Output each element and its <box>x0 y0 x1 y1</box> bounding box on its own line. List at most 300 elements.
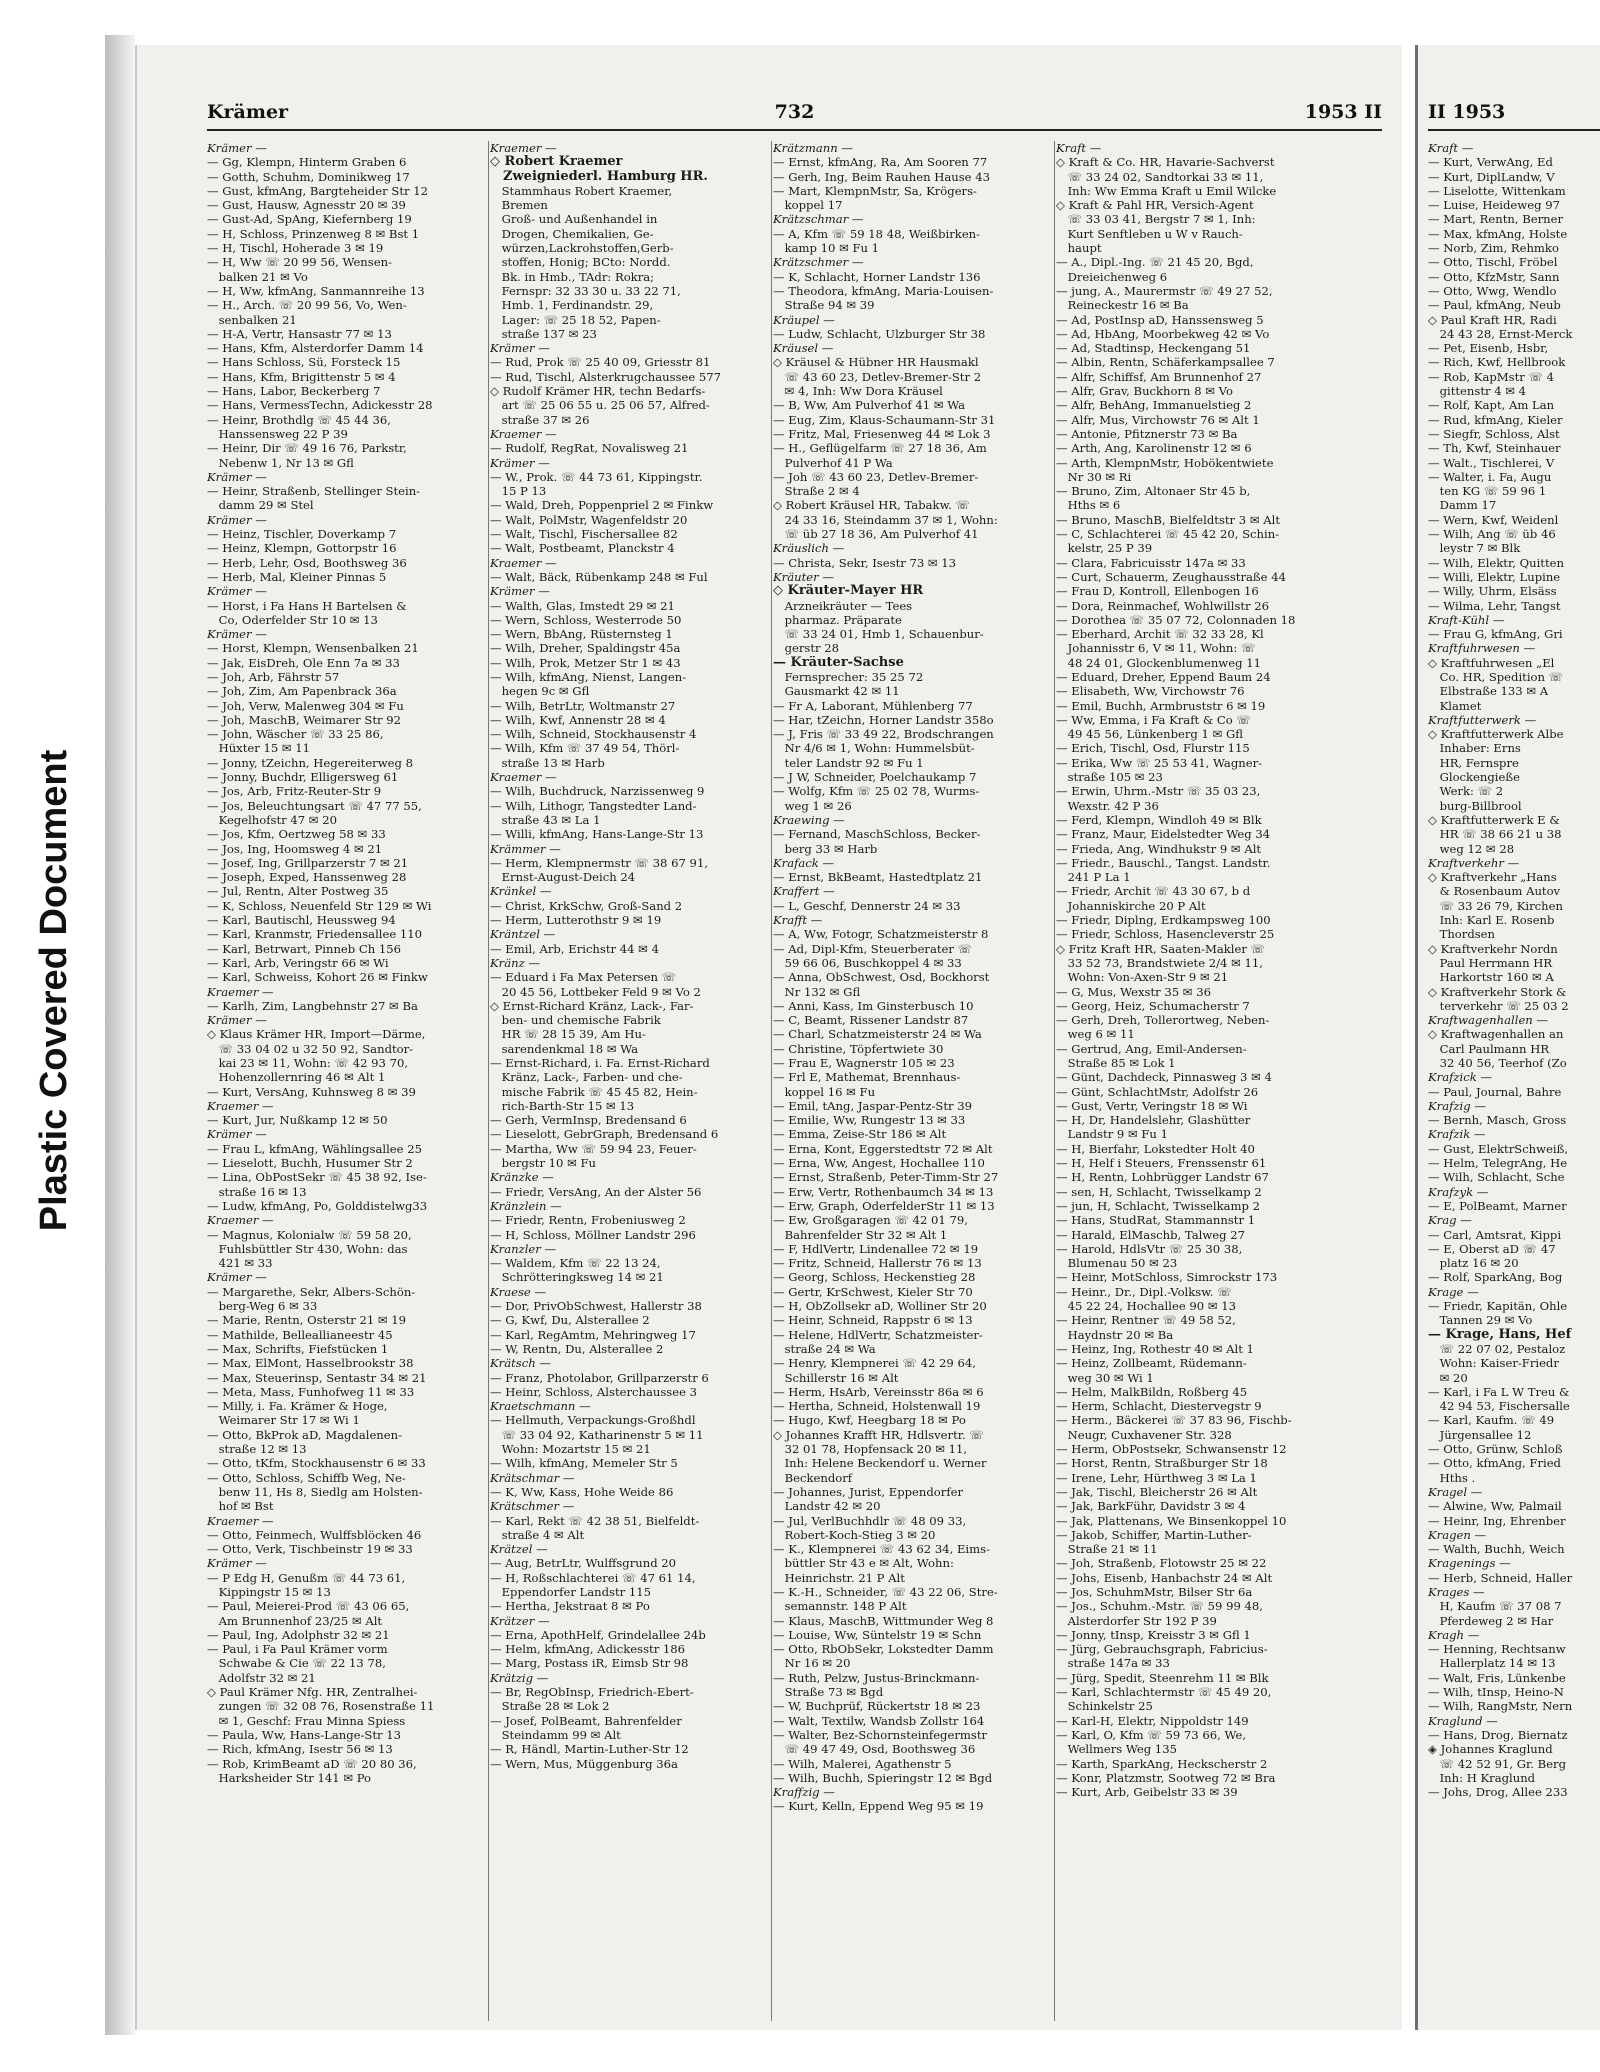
directory-entry-line: — Günt, Dachdeck, Pinnasweg 3 ✉ 4 <box>1056 1070 1272 1085</box>
directory-entry-line: ☏ 22 07 02, Pestaloz <box>1428 1341 1566 1356</box>
directory-entry-line: — Rud, Tischl, Alsterkrugchaussee 577 <box>490 369 722 384</box>
directory-entry-line: kelstr, 25 P 39 <box>1056 541 1153 556</box>
directory-entry-line: Hanssensweg 22 P 39 <box>207 426 348 441</box>
directory-entry-line: 59 66 06, Buschkoppel 4 ✉ 33 <box>773 955 962 970</box>
directory-entry-line: — Ad, HbAng, Moorbekweg 42 ✉ Vo <box>1056 326 1270 341</box>
directory-entry-line: Weimarer Str 17 ✉ Wi 1 <box>207 1413 360 1428</box>
directory-entry-line: Krafzik — <box>1428 1127 1486 1142</box>
column-divider <box>1054 141 1055 2021</box>
directory-entry-line: ✉ 20 <box>1428 1370 1468 1385</box>
directory-entry-line: Beckendorf <box>773 1470 853 1485</box>
directory-entry-line: Stammhaus Robert Kraemer, <box>490 183 673 198</box>
directory-entry-line: Krämer — <box>490 455 550 470</box>
directory-entry-line: ◇ Kraftfuhrwesen „El <box>1428 655 1555 670</box>
directory-entry-line: — Ww, Emma, i Fa Kraft & Co ☏ <box>1056 712 1251 727</box>
directory-entry-line: — Heinr, Ing, Ehrenber <box>1428 1513 1566 1528</box>
directory-entry-line: — Frau G, kfmAng, Gri <box>1428 627 1563 642</box>
directory-entry-line: Krämer — <box>207 469 267 484</box>
directory-entry-line: 32 40 56, Teerhof (Zo <box>1428 1056 1567 1070</box>
directory-entry-line: straße 16 ✉ 13 <box>207 1184 307 1199</box>
directory-entry-line: — Rolf, SparkAng, Bog <box>1428 1270 1563 1285</box>
directory-entry-line: Krämer — <box>207 141 267 155</box>
directory-entry-line: — H, Schloss, Möllner Landstr 296 <box>490 1227 696 1242</box>
directory-entry-line: Schinkelstr 25 <box>1056 1699 1153 1714</box>
directory-entry-line: Kraemer — <box>490 555 557 570</box>
directory-entry-line: — Frau D, Kontroll, Ellenbogen 16 <box>1056 584 1259 599</box>
directory-entry-line: — Hellmuth, Verpackungs-Großhdl <box>490 1413 696 1428</box>
directory-entry-line: ◇ Paul Kraft HR, Radi <box>1428 312 1557 327</box>
directory-entry-line: Krätzig — <box>490 1670 549 1685</box>
directory-entry-line: — Mathilde, Belleallianeestr 45 <box>207 1327 393 1342</box>
directory-entry-line: — K, Ww, Kass, Hohe Weide 86 <box>490 1484 674 1499</box>
directory-entry-line: ◇ Ernst-Richard Kränz, Lack-, Far- <box>490 998 694 1013</box>
directory-entry-line: — Erwin, Uhrm.-Mstr ☏ 35 03 23, <box>1056 784 1261 799</box>
directory-entry-line: — E, Oberst aD ☏ 47 <box>1428 1241 1556 1256</box>
directory-entry-line: Kraglund — <box>1428 1713 1498 1728</box>
directory-entry-line: — Walt, Tischl, Fischersallee 82 <box>490 527 678 542</box>
directory-entry-line: — John, Wäscher ☏ 33 25 86, <box>207 727 384 742</box>
directory-entry-line: — Franz, Maur, Eidelstedter Weg 34 <box>1056 827 1271 842</box>
directory-entry-line: straße 12 ✉ 13 <box>207 1442 307 1457</box>
directory-entry-line: — Max, ElMont, Hasselbrookstr 38 <box>207 1356 414 1371</box>
directory-entry-line: — Hans, Drog, Biernatz <box>1428 1727 1568 1742</box>
directory-entry-line: — Paul, Meierei-Prod ☏ 43 06 65, <box>207 1599 410 1614</box>
directory-page <box>135 45 1402 2030</box>
directory-entry-line: — R, Händl, Martin-Luther-Str 12 <box>490 1742 689 1757</box>
directory-entry-line: Kräusel — <box>773 341 834 356</box>
directory-entry-line: — Emilie, Ww, Rungestr 13 ✉ 33 <box>773 1113 966 1128</box>
directory-entry-line: straße 43 ✉ La 1 <box>490 812 601 827</box>
directory-entry-line: Kragenings — <box>1428 1556 1511 1571</box>
directory-entry-line: — Joh, Straßenb, Flotowstr 25 ✉ 22 <box>1056 1556 1267 1571</box>
directory-entry-line: Adolfstr 32 ✉ 21 <box>207 1670 316 1685</box>
directory-entry-line: — H-A, Vertr, Hansastr 77 ✉ 13 <box>207 326 392 341</box>
directory-entry-line: — Jonny, tInsp, Kreisstr 3 ✉ Gfl 1 <box>1056 1627 1251 1642</box>
directory-entry-line: — A, Ww, Fotogr, Schatzmeisterstr 8 <box>773 927 989 942</box>
directory-entry-line: — Magnus, Kolonialw ☏ 59 58 20, <box>207 1227 412 1242</box>
directory-entry-line: — Max, kfmAng, Holste <box>1428 226 1568 241</box>
directory-entry-line: — K, Schloss, Neuenfeld Str 129 ✉ Wi <box>207 898 432 913</box>
directory-entry-line: Kraemer — <box>490 426 557 441</box>
directory-entry-line: Blumenau 50 ✉ 23 <box>1056 1256 1178 1271</box>
directory-entry-line: Hmb. 1, Ferdinandstr. 29, <box>490 298 654 313</box>
directory-entry-line: — Erika, Ww ☏ 25 53 41, Wagner- <box>1056 755 1263 770</box>
directory-entry-line: — Wilh, Kwf, Annenstr 28 ✉ 4 <box>490 712 666 727</box>
directory-entry-line: Krage — <box>1428 1284 1479 1299</box>
directory-entry-line: Jürgensallee 12 <box>1428 1427 1532 1442</box>
directory-entry-line: — Herm, ObPostsekr, Schwansenstr 12 <box>1056 1442 1287 1457</box>
directory-entry-line: damm 29 ✉ Stel <box>207 498 314 513</box>
directory-entry-line: ✉ 1, Geschf: Frau Minna Spiess <box>207 1713 406 1728</box>
directory-entry-line: — Wilh, Kfm ☏ 37 49 54, Thörl- <box>490 741 680 756</box>
directory-entry-line: Straße 2 ✉ 4 <box>773 484 860 499</box>
directory-entry-line: — A., Dipl.-Ing. ☏ 21 45 20, Bgd, <box>1056 255 1254 270</box>
directory-entry-line: ten KG ☏ 59 96 1 <box>1428 484 1547 499</box>
directory-entry-line: straße 24 ✉ Wa <box>773 1341 876 1356</box>
directory-entry-line: — Krage, Hans, Hef <box>1428 1327 1572 1342</box>
directory-entry-line: — Frl E, Mathemat, Brennhaus- <box>773 1070 961 1085</box>
directory-entry-line: — Walt., Tischlerei, V <box>1428 455 1555 470</box>
directory-entry-line: ◇ Kraftfutterwerk E & <box>1428 812 1560 827</box>
directory-entry-line: — Otto, KfzMstr, Sann <box>1428 269 1560 284</box>
directory-entry-line: — Milly, i. Fa. Krämer & Hoge, <box>207 1399 388 1414</box>
directory-entry-line: — Hugo, Kwf, Heegbarg 18 ✉ Po <box>773 1413 966 1428</box>
directory-entry-line: 32 01 78, Hopfensack 20 ✉ 11, <box>773 1442 968 1457</box>
directory-entry-line: — Otto, Grünw, Schloß <box>1428 1442 1563 1457</box>
directory-entry-line: Harkortstr 160 ✉ A <box>1428 970 1554 985</box>
directory-entry-line: — Heinr., Dr., Dipl.-Volksw. ☏ <box>1056 1284 1232 1299</box>
directory-entry-line: — Dorothea ☏ 35 07 72, Colonnaden 18 <box>1056 612 1296 627</box>
directory-entry-line: — Günt, SchlachtMstr, Adolfstr 26 <box>1056 1084 1259 1099</box>
directory-entry-line: Steindamm 99 ✉ Alt <box>490 1727 621 1742</box>
directory-entry-line: — Ludw, kfmAng, Po, Golddistelwg33 <box>207 1198 428 1213</box>
directory-entry-line: — Alwine, Ww, Palmail <box>1428 1499 1562 1514</box>
directory-entry-line: — Pet, Eisenb, Hsbr, <box>1428 341 1549 356</box>
directory-entry-line: Krätschmer — <box>490 1499 575 1514</box>
directory-entry-line: Kraemer — <box>207 1098 274 1113</box>
directory-entry-line: — C, Beamt, Rissener Landstr 87 <box>773 1013 969 1028</box>
directory-entry-line: — Georg, Heiz, Schumacherstr 7 <box>1056 998 1250 1013</box>
directory-entry-line: — Karl, i Fa L W Treu & <box>1428 1384 1570 1399</box>
directory-entry-line: — Klaus, MaschB, Wittmunder Weg 8 <box>773 1613 994 1628</box>
directory-entry-line: — Ludw, Schlacht, Ulzburger Str 38 <box>773 326 986 341</box>
directory-entry-line: Zweigniederl. Hamburg HR. <box>490 169 708 184</box>
directory-entry-line: — H, Tischl, Hoherade 3 ✉ 19 <box>207 241 384 256</box>
directory-entry-line: — Luise, Heideweg 97 <box>1428 198 1560 213</box>
directory-entry-line: — Elisabeth, Ww, Virchowstr 76 <box>1056 684 1245 699</box>
directory-entry-line: — Wilh, kfmAng, Memeler Str 5 <box>490 1456 678 1471</box>
directory-entry-line: Nebenw 1, Nr 13 ✉ Gfl <box>207 455 354 470</box>
directory-entry-line: — Frieda, Ang, Windhukstr 9 ✉ Alt <box>1056 841 1262 856</box>
directory-entry-line: benw 11, Hs 8, Siedlg am Holsten- <box>207 1484 423 1499</box>
directory-entry-line: — Willi, kfmAng, Hans-Lange-Str 13 <box>490 827 704 842</box>
directory-entry-line: — Friedr, VersAng, An der Alster 56 <box>490 1184 702 1199</box>
directory-entry-line: gittenstr 4 ✉ 4 <box>1428 384 1527 399</box>
directory-entry-line: — Paul, Ing, Adolphstr 32 ✉ 21 <box>207 1627 390 1642</box>
directory-entry-line: — P Edg H, Genußm ☏ 44 73 61, <box>207 1570 406 1585</box>
directory-entry-line: — Heinr, Dir ☏ 49 16 76, Parkstr, <box>207 441 407 456</box>
directory-entry-line: Co. HR, Spedition ☏ <box>1428 669 1564 684</box>
directory-entry-line: kamp 10 ✉ Fu 1 <box>773 241 880 256</box>
directory-entry-line: — Eug, Zim, Klaus-Schaumann-Str 31 <box>773 412 996 427</box>
directory-entry-line: — Jos, SchuhmMstr, Bilser Str 6a <box>1056 1584 1253 1599</box>
directory-entry-line: Krämer — <box>207 584 267 599</box>
directory-entry-line: — Jak, BarkFühr, Davidstr 3 ✉ 4 <box>1056 1499 1246 1514</box>
directory-entry-line: — Herb, Mal, Kleiner Pinnas 5 <box>207 569 387 584</box>
directory-entry-line: — Rolf, Kapt, Am Lan <box>1428 398 1555 413</box>
directory-entry-line: & Rosenbaum Autov <box>1428 884 1561 899</box>
directory-entry-line: — Konr, Platzmstr, Sootweg 72 ✉ Bra <box>1056 1770 1276 1785</box>
directory-entry-line: — H, Helf i Steuers, Frenssenstr 61 <box>1056 1156 1267 1171</box>
directory-entry-line: — Wilh, Lithogr, Tangstedter Land- <box>490 798 697 813</box>
directory-entry-line: leystr 7 ✉ Blk <box>1428 541 1521 556</box>
directory-entry-line: HR ☏ 38 66 21 u 38 <box>1428 827 1562 842</box>
directory-entry-line: — Arth, Ang, Karolinenstr 12 ✉ 6 <box>1056 441 1252 456</box>
directory-entry-line: — Waldem, Kfm ☏ 22 13 24, <box>490 1256 661 1271</box>
directory-entry-line: — Karl, RegAmtm, Mehringweg 17 <box>490 1327 696 1342</box>
directory-entry-line: Hüxter 15 ✉ 11 <box>207 741 311 756</box>
directory-entry-line: — Hans, Kfm, Alsterdorfer Damm 14 <box>207 341 424 356</box>
directory-entry-line: — H, Schloss, Prinzenweg 8 ✉ Bst 1 <box>207 226 420 241</box>
side-label <box>10 710 100 1270</box>
directory-entry-line: balken 21 ✉ Vo <box>207 269 308 284</box>
directory-entry-line: — Louise, Ww, Süntelstr 19 ✉ Schn <box>773 1627 982 1642</box>
directory-entry-line: sarendenkmal 18 ✉ Wa <box>490 1041 639 1056</box>
directory-entry-line: Krafack — <box>773 855 835 870</box>
directory-entry-line: — Helene, HdlVertr, Schatzmeister- <box>773 1327 983 1342</box>
directory-entry-line: büttler Str 43 e ✉ Alt, Wohn: <box>773 1556 954 1571</box>
directory-entry-line: ◇ Robert Kraemer <box>490 155 623 170</box>
directory-entry-line: — K.-H., Schneider, ☏ 43 22 06, Stre- <box>773 1584 998 1599</box>
directory-entry-line: — Marie, Rentn, Osterstr 21 ✉ 19 <box>207 1313 407 1328</box>
directory-entry-line: Kranzler — <box>490 1241 557 1256</box>
directory-entry-line: Co, Oderfelder Str 10 ✉ 13 <box>207 612 378 627</box>
directory-entry-line: Krätzer — <box>490 1613 550 1628</box>
directory-entry-line: — Erw, Vertr, Rothenbaumch 34 ✉ 13 <box>773 1184 994 1199</box>
directory-entry-line: — Kurt, DiplLandw, V <box>1428 169 1555 184</box>
directory-entry-line: pharmaz. Präparate <box>773 612 902 627</box>
directory-entry-line: — Walt, PolMstr, Wagenfeldstr 20 <box>490 512 688 527</box>
directory-entry-line: — Erna, Kont, Eggerstedtstr 72 ✉ Alt <box>773 1141 993 1156</box>
directory-entry-line: — Meta, Mass, Funhofweg 11 ✉ 33 <box>207 1384 415 1399</box>
directory-entry-line: — Horst, Rentn, Straßburger Str 18 <box>1056 1456 1268 1471</box>
directory-entry-line: Kraffert — <box>773 884 835 899</box>
directory-entry-line: Krag — <box>1428 1213 1472 1228</box>
directory-entry-line: — Otto, kfmAng, Fried <box>1428 1456 1561 1471</box>
directory-entry-line: senbalken 21 <box>207 312 297 327</box>
directory-entry-line: Inh: Helene Beckendorf u. Werner <box>773 1456 987 1471</box>
directory-entry-line: — Heinz, Klempn, Gottorpstr 16 <box>207 541 397 556</box>
directory-entry-line: — Hertha, Schneid, Holstenwall 19 <box>773 1399 981 1414</box>
directory-entry-line: Krämer — <box>207 1556 267 1571</box>
directory-entry-line: Kräntzel — <box>490 927 556 942</box>
directory-entry-line: Kragh — <box>1428 1627 1480 1642</box>
directory-entry-line: Krämer — <box>207 627 267 642</box>
directory-entry-line: — Ferd, Klempn, Windloh 49 ✉ Blk <box>1056 812 1262 827</box>
directory-entry-line: — Wald, Dreh, Poppenpriel 2 ✉ Finkw <box>490 498 714 513</box>
directory-entry-line: — Karl, Kaufm. ☏ 49 <box>1428 1413 1555 1428</box>
directory-entry-line: Krafft — <box>773 913 823 928</box>
directory-entry-line: Kragen — <box>1428 1527 1487 1542</box>
directory-entry-line: — K, Schlacht, Horner Landstr 136 <box>773 269 981 284</box>
directory-entry-line: Fernspr: 32 33 30 u. 33 22 71, <box>490 283 681 298</box>
directory-entry-line: — Herb, Schneid, Haller <box>1428 1570 1573 1585</box>
directory-entry-line: straße 13 ✉ Harb <box>490 755 605 770</box>
directory-entry-line: ☏ 49 47 49, Osd, Boothsweg 36 <box>773 1742 976 1757</box>
directory-entry-line: Haydnstr 20 ✉ Ba <box>1056 1327 1174 1342</box>
directory-entry-line: Straße 73 ✉ Bgd <box>773 1685 884 1700</box>
directory-entry-line: — Rich, kfmAng, Isestr 56 ✉ 13 <box>207 1742 393 1757</box>
directory-entry-line: Kraftfutterwerk — <box>1428 712 1537 727</box>
directory-entry-line: — Christine, Töpfertwiete 30 <box>773 1041 944 1056</box>
directory-entry-line: Damm 17 <box>1428 498 1497 513</box>
directory-entry-line: — Theodora, kfmAng, Maria-Louisen- <box>773 283 994 298</box>
directory-entry-line: — Wilh, Ang ☏ üb 46 <box>1428 527 1556 542</box>
directory-entry-line: — Rob, KapMstr ☏ 4 <box>1428 369 1555 384</box>
directory-entry-line: — L, Geschf, Dennerstr 24 ✉ 33 <box>773 898 961 913</box>
directory-entry-line: — Max, Steuerinsp, Sentastr 34 ✉ 21 <box>207 1370 427 1385</box>
directory-entry-line: ◇ Kräuter-Mayer HR <box>773 584 924 599</box>
directory-entry-line: — Erna, Ww, Angest, Hochallee 110 <box>773 1156 985 1171</box>
directory-entry-line: Hallerplatz 14 ✉ 13 <box>1428 1656 1556 1671</box>
directory-entry-line: — Marg, Postass iR, Eimsb Str 98 <box>490 1656 689 1671</box>
directory-entry-line: — Wilh, Buchdruck, Narzissenweg 9 <box>490 784 705 799</box>
directory-entry-line: — Hans Schloss, Sü, Forsteck 15 <box>207 355 401 370</box>
directory-entry-line: — Ruth, Pelzw, Justus-Brinckmann- <box>773 1670 980 1685</box>
directory-entry-line: — Jul, VerlBuchhdlr ☏ 48 09 33, <box>773 1513 967 1528</box>
directory-entry-line: — Harold, HdlsVtr ☏ 25 30 38, <box>1056 1241 1243 1256</box>
directory-entry-line: Lager: ☏ 25 18 52, Papen- <box>490 312 661 327</box>
directory-entry-line: — Wern, Mus, Müggenburg 36a <box>490 1756 678 1771</box>
directory-entry-line: — Frau L, kfmAng, Wählingsallee 25 <box>207 1141 422 1156</box>
directory-entry-line: — Jos, Ing, Hoomsweg 4 ✉ 21 <box>207 841 383 856</box>
directory-entry-line: — Emil, Buchh, Armbruststr 6 ✉ 19 <box>1056 698 1266 713</box>
directory-entry-line: Bremen <box>490 198 548 213</box>
directory-entry-line: Paul Herrmann HR <box>1428 955 1553 970</box>
directory-entry-line: Hths ✉ 6 <box>1056 498 1121 513</box>
directory-entry-line: — J, Fris ☏ 33 49 22, Brodschrangen <box>773 727 994 742</box>
directory-entry-line: — Alfr, Mus, Virchowstr 76 ✉ Alt 1 <box>1056 412 1260 427</box>
directory-entry-line: haupt <box>1056 241 1102 256</box>
directory-entry-line: Kränz, Lack-, Farben- und che- <box>490 1070 683 1085</box>
directory-entry-line: Krafzick — <box>1428 1070 1493 1085</box>
directory-entry-line: — Heinz, Ing, Rothestr 40 ✉ Alt 1 <box>1056 1341 1254 1356</box>
directory-entry-line: 421 ✉ 33 <box>207 1256 273 1271</box>
next-page-header-text: II 1953 <box>1428 101 1506 123</box>
directory-entry-line: — Johs, Eisenb, Hanbachstr 24 ✉ Alt <box>1056 1570 1273 1585</box>
directory-entry-line: — sen, H, Schlacht, Twisselkamp 2 <box>1056 1184 1262 1199</box>
directory-entry-line: — Johannes, Jurist, Eppendorfer <box>773 1484 964 1499</box>
directory-entry-line: Kränzke — <box>490 1170 554 1185</box>
directory-entry-line: — W., Prok. ☏ 44 73 61, Kippingstr. <box>490 469 703 484</box>
directory-entry-line: — Lieselott, Buchh, Husumer Str 2 <box>207 1156 413 1171</box>
directory-entry-line: — Gertr, KrSchwest, Kieler Str 70 <box>773 1284 973 1299</box>
directory-entry-line: Kraemer — <box>207 1513 274 1528</box>
directory-entry-line: — Karl, Kranmstr, Friedensallee 110 <box>207 927 423 942</box>
directory-entry-line: — Otto, Feinmech, Wulffsblöcken 46 <box>207 1527 422 1542</box>
directory-entry-line: Schwabe & Cie ☏ 22 13 78, <box>207 1656 386 1671</box>
directory-entry-line: — Rud, Prok ☏ 25 40 09, Griesstr 81 <box>490 355 711 370</box>
directory-entry-line: ☏ üb 27 18 36, Am Pulverhof 41 <box>773 527 979 542</box>
directory-entry-line: — jung, A., Maurermstr ☏ 49 27 52, <box>1056 283 1273 298</box>
directory-entry-line: ◇ Kraft & Co. HR, Havarie-Sachverst <box>1056 155 1275 170</box>
directory-entry-line: — Wilh, kfmAng, Nienst, Langen- <box>490 669 687 684</box>
directory-entry-line: — Rud, kfmAng, Kieler <box>1428 412 1563 427</box>
directory-entry-line: — Alfr, BehAng, Immanuelstieg 2 <box>1056 398 1252 413</box>
directory-entry-line: — Rudolf, RegRat, Novalisweg 21 <box>490 441 689 456</box>
directory-entry-line: Krafzyk — <box>1428 1184 1489 1199</box>
directory-entry-line: Kegelhofstr 47 ✉ 20 <box>207 812 337 827</box>
directory-entry-line: — Emil, Arb, Erichstr 44 ✉ 4 <box>490 941 659 956</box>
directory-entry-line: berg 33 ✉ Harb <box>773 841 878 856</box>
directory-entry-line: Bk. in Hmb., TAdr: Rokra; <box>490 269 655 284</box>
directory-entry-line: — Joseph, Exped, Hanssenweg 28 <box>207 870 407 885</box>
directory-entry-line: — Frau E, Wagnerstr 105 ✉ 23 <box>773 1056 955 1070</box>
directory-entry-line: ben- und chemische Fabrik <box>490 1013 661 1028</box>
directory-entry-line: — Otto, BkProk aD, Magdalenen- <box>207 1427 403 1442</box>
directory-entry-line: — Wilh, Dreher, Spaldingstr 45a <box>490 641 681 656</box>
directory-entry-line: — Norb, Zim, Rehmko <box>1428 241 1559 256</box>
directory-entry-line: Dreieichenweg 6 <box>1056 269 1168 284</box>
directory-entry-line: — Joh, MaschB, Weimarer Str 92 <box>207 712 401 727</box>
directory-entry-line: — Friedr., Bauschl., Tangst. Landstr. <box>1056 855 1271 870</box>
directory-entry-line: — Heinr, Brothdlg ☏ 45 44 36, <box>207 412 391 427</box>
directory-entry-line: rich-Barth-Str 15 ✉ 13 <box>490 1098 635 1113</box>
directory-entry-line: ☏ 33 24 01, Hmb 1, Schauenbur- <box>773 627 984 642</box>
directory-entry-line: — Walt, Textilw, Wandsb Zollstr 164 <box>773 1713 985 1728</box>
directory-entry-line: — G, Kwf, Du, Alsterallee 2 <box>490 1313 650 1328</box>
directory-entry-line: Kraemer — <box>490 141 557 155</box>
directory-entry-line: — Jos, Arb, Fritz-Reuter-Str 9 <box>207 784 382 799</box>
directory-entry-line: — Harald, ElMaschb, Talweg 27 <box>1056 1227 1246 1242</box>
directory-entry-line: — Fritz, Schneid, Hallerstr 76 ✉ 13 <box>773 1256 982 1271</box>
directory-entry-line: — Ew, Großgaragen ☏ 42 01 79, <box>773 1213 968 1228</box>
directory-entry-line: — Helm, TelegrAng, He <box>1428 1156 1568 1171</box>
directory-entry-line: — Ernst-Richard, i. Fa. Ernst-Richard <box>490 1056 710 1070</box>
directory-entry-line: 241 P La 1 <box>1056 870 1131 885</box>
directory-entry-line: — Ad, Stadtinsp, Heckengang 51 <box>1056 341 1251 356</box>
directory-entry-line: Krätsch — <box>490 1356 551 1371</box>
directory-entry-line: weg 1 ✉ 26 <box>773 798 852 813</box>
directory-entry-line: — H., Arch. ☏ 20 99 56, Vo, Wen- <box>207 298 407 313</box>
directory-entry-line: Krämmer — <box>490 841 561 856</box>
directory-entry-line: Wohn: Von-Axen-Str 9 ✉ 21 <box>1056 970 1229 985</box>
directory-entry-line: Kraemer — <box>207 984 274 999</box>
directory-entry-line: straße 4 ✉ Alt <box>490 1527 585 1542</box>
directory-entry-line: — K., Klempnerei ☏ 43 62 34, Eims- <box>773 1542 990 1557</box>
directory-entry-line: — Herb, Lehr, Osd, Boothsweg 36 <box>207 555 407 570</box>
directory-entry-line: — Wilh, Buchh, Spieringstr 12 ✉ Bgd <box>773 1770 993 1785</box>
directory-entry-line: — C, Schlachterei ☏ 45 42 20, Schin- <box>1056 527 1280 542</box>
directory-entry-line: straße 137 ✉ 23 <box>490 326 597 341</box>
directory-entry-line: Drogen, Chemikalien, Ge- <box>490 226 654 241</box>
directory-entry-line: — Otto, Verk, Tischbeinstr 19 ✉ 33 <box>207 1542 413 1557</box>
directory-entry-line: — Willy, Uhrm, Elsäss <box>1428 584 1557 599</box>
directory-entry-line: — jun, H, Schlacht, Twisselkamp 2 <box>1056 1198 1261 1213</box>
directory-entry-line: ◇ Rudolf Krämer HR, techn Bedarfs- <box>490 384 706 399</box>
directory-entry-line: — Kurt, Kelln, Eppend Weg 95 ✉ 19 <box>773 1799 984 1814</box>
next-page-column <box>1428 141 1600 1799</box>
directory-entry-line: — Joh, Arb, Fährstr 57 <box>207 669 340 684</box>
directory-entry-line: Eppendorfer Landstr 115 <box>490 1584 652 1599</box>
directory-entry-line: Krätzmann — <box>773 141 854 155</box>
directory-entry-line: Straße 28 ✉ Lok 2 <box>490 1699 610 1714</box>
directory-entry-line: — Friedr, Diplng, Erdkampsweg 100 <box>1056 913 1271 928</box>
directory-entry-line: 45 22 24, Hochallee 90 ✉ 13 <box>1056 1299 1236 1314</box>
directory-entry-line: Bahrenfelder Str 32 ✉ Alt 1 <box>773 1227 948 1242</box>
page-header <box>207 95 1382 131</box>
directory-entry-line: — Ernst, BkBeamt, Hastedtplatz 21 <box>773 870 983 885</box>
directory-entry-line: — B, Ww, Am Pulverhof 41 ✉ Wa <box>773 398 966 413</box>
directory-entry-line: ☏ 33 24 02, Sandtorkai 33 ✉ 11, <box>1056 169 1264 184</box>
directory-entry-line: Hohenzollernring 46 ✉ Alt 1 <box>207 1070 386 1085</box>
directory-entry-line: ◇ Kraftverkehr „Hans <box>1428 870 1557 885</box>
directory-entry-line: Krafzig — <box>1428 1098 1486 1113</box>
directory-entry-line: Hths . <box>1428 1470 1476 1485</box>
directory-entry-line: Arzneikräuter — Tees <box>773 598 913 613</box>
directory-entry-line: Tannen 29 ✉ Vo <box>1428 1313 1533 1328</box>
directory-entry-line: — Carl, Amtsrat, Kippi <box>1428 1227 1562 1242</box>
directory-entry-line: würzen,Lackrohstoffen,Gerb- <box>490 241 674 256</box>
directory-entry-line: — Walter, i. Fa, Augu <box>1428 469 1552 484</box>
directory-entry-line: ◇ Kraftwagenhallen an <box>1428 1027 1564 1042</box>
directory-entry-line: — Friedr, Archit ☏ 43 30 67, b d <box>1056 884 1251 899</box>
directory-entry-line: — Henry, Klempnerei ☏ 42 29 64, <box>773 1356 976 1371</box>
directory-entry-line: — Irene, Lehr, Hürthweg 3 ✉ La 1 <box>1056 1470 1257 1485</box>
directory-entry-line: — Emma, Zeise-Str 186 ✉ Alt <box>773 1127 947 1142</box>
directory-entry-line: ◇ Paul Krämer Nfg. HR, Zentralhei- <box>207 1685 418 1700</box>
directory-entry-line: — Gg, Klempn, Hinterm Graben 6 <box>207 155 407 170</box>
